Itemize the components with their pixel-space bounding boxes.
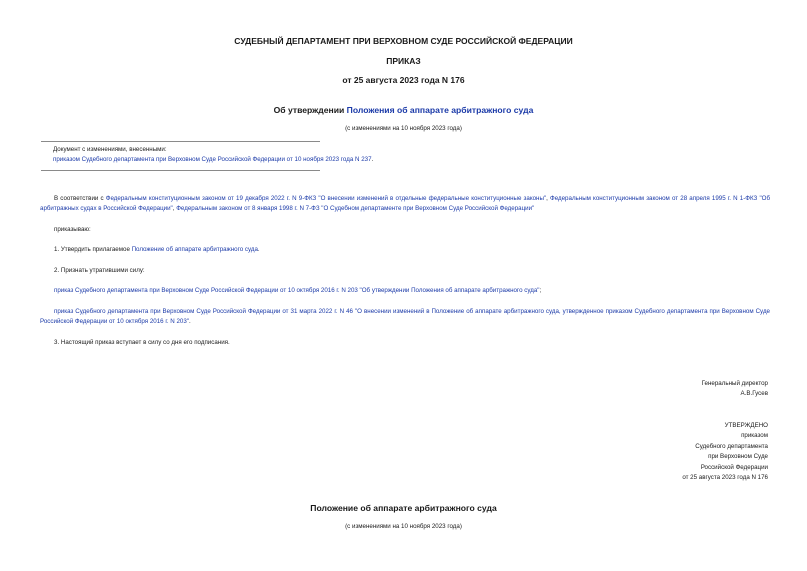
preamble-text-2: , <box>546 195 550 202</box>
repealed-1-link[interactable]: приказ Судебного департамента при Верховном Суде Российской Федерации от 10 октября 2016 г. N 203 "Об утверждении Положения об аппарате арбитражного суда" <box>54 287 540 294</box>
changes-line <box>53 155 753 165</box>
date-number-heading: от 25 августа 2023 года N 176 <box>342 75 465 85</box>
preamble-text-1: В соответствии с <box>54 195 106 202</box>
item-3: 3. Настоящий приказ вступает в силу со дня его подписания. <box>54 339 230 346</box>
repealed-2-suffix: . <box>188 317 191 325</box>
doc-type-heading: ПРИКАЗ <box>386 56 421 66</box>
item-1-prefix: 1. Утвердить прилагаемое <box>54 246 132 253</box>
repealed-1 <box>54 286 769 296</box>
item-1 <box>54 245 754 255</box>
signature-position: Генеральный директор <box>701 380 768 387</box>
title-link[interactable]: Положения об аппарате арбитражного суда <box>346 105 534 115</box>
item-2: 2. Признать утратившими силу: <box>54 267 145 274</box>
signature-block <box>702 379 768 400</box>
preamble-link-3[interactable]: Федеральным законом от 8 января 1998 г. N 7-ФЗ "О Судебном департаменте при Верховном Суде Российской Федерации" <box>176 204 535 212</box>
repealed-2-link[interactable]: приказ Судебного департамента при Верховном Суде Российской Федерации от 31 марта 2022 г. N 46 "О внесении изменений в Положение об аппарате арбитражного суда, утвержденное приказом Судебного департамента при Верховном Суде Российской Федерации от 10 октября 2016 г. N 203" <box>40 308 770 325</box>
repealed-2 <box>40 307 770 326</box>
approval-line-1: УТВЕРЖДЕНО <box>724 422 768 429</box>
changes-box-bottom-rule <box>41 170 320 171</box>
changes-suffix: . <box>371 156 374 163</box>
document-title <box>0 105 807 115</box>
appendix-title: Положение об аппарате арбитражного суда <box>310 503 497 513</box>
changes-box-top-rule <box>41 141 320 142</box>
repealed-1-suffix: ; <box>539 287 542 294</box>
approval-line-6: от 25 августа 2023 года N 176 <box>682 474 768 482</box>
department-heading: СУДЕБНЫЙ ДЕПАРТАМЕНТ ПРИ ВЕРХОВНОМ СУДЕ РОССИЙСКОЙ ФЕДЕРАЦИИ <box>234 36 573 46</box>
approval-line-2: приказом <box>741 432 768 440</box>
changes-intro: Документ с изменениями, внесенными: <box>53 146 167 153</box>
order-word: приказываю: <box>54 226 91 233</box>
signature-name: А.В.Гусев <box>740 390 768 398</box>
approval-line-4: при Верховном Суде <box>708 453 768 461</box>
preamble-paragraph <box>40 194 770 213</box>
item-1-link[interactable]: Положение об аппарате арбитражного суда <box>131 246 258 253</box>
approval-block <box>682 421 768 483</box>
preamble-link-2[interactable]: Федеральным конституционным законом от 28 апреля 1995 г. N 1-ФКЗ "Об арбитражных судах в Российской Федерации" <box>40 195 770 212</box>
appendix-edition: (с изменениями на 10 ноября 2023 года) <box>345 523 462 530</box>
item-1-suffix: . <box>257 246 260 253</box>
approval-line-3: Судебного департамента <box>695 442 768 450</box>
preamble-text-3: , <box>172 204 177 212</box>
title-prefix: Об утверждении <box>273 105 347 115</box>
preamble-link-1[interactable]: Федеральным конституционным законом от 19 декабря 2022 г. N 9-ФКЗ "О внесении изменений в отдельные федеральные конституционные законы" <box>105 195 547 202</box>
title-edition: (с изменениями на 10 ноября 2023 года) <box>345 125 462 132</box>
approval-line-5: Российской Федерации <box>700 463 768 471</box>
changes-link[interactable]: приказом Судебного департамента при Верховном Суде Российской Федерации от 10 ноября 2023 года N 237 <box>53 156 372 163</box>
